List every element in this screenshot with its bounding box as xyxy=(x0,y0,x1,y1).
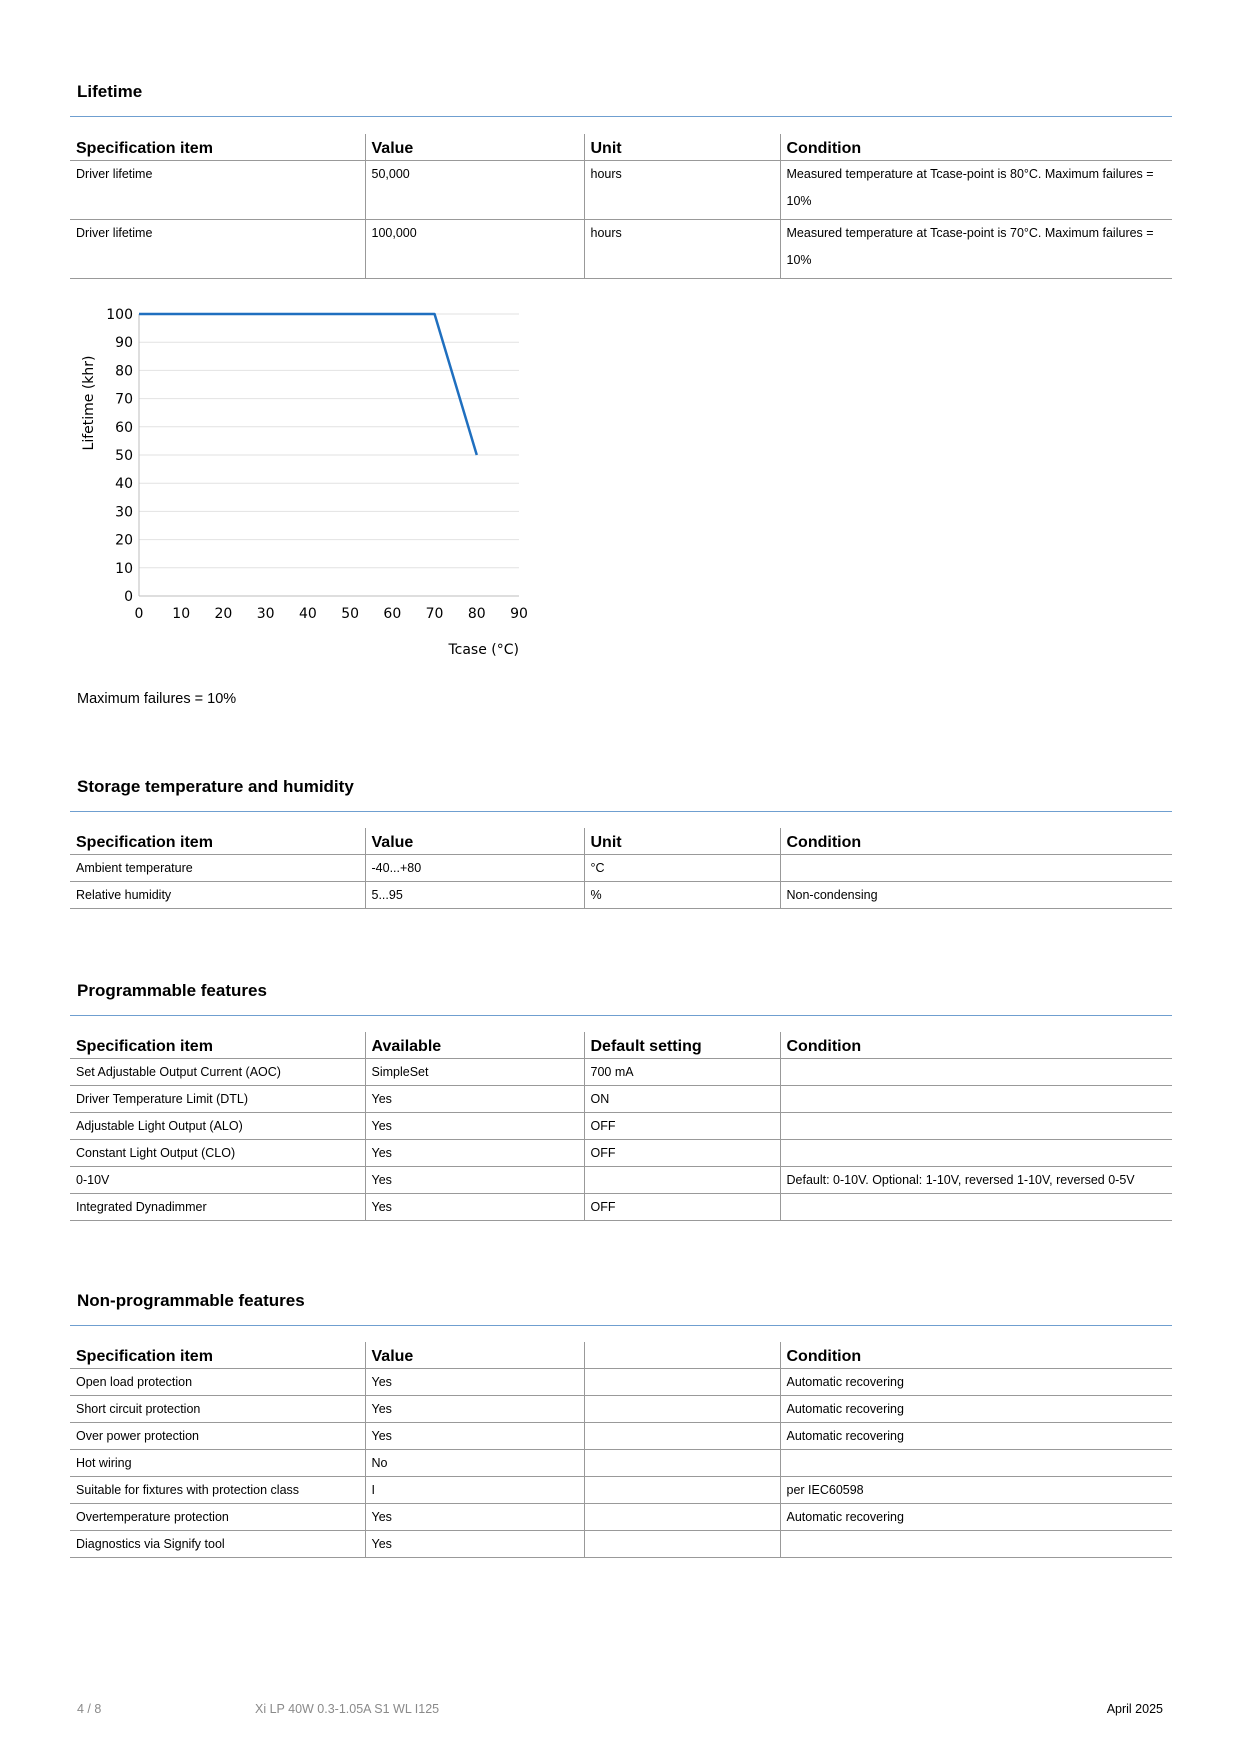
chart-grid xyxy=(139,314,519,568)
column-header: Condition xyxy=(780,828,1172,855)
table-header-row xyxy=(70,1342,1172,1369)
chart-labels xyxy=(81,307,528,658)
column-header: Unit xyxy=(584,134,780,161)
table-cell: °C xyxy=(584,855,780,882)
table-cell: 0-10V xyxy=(70,1167,365,1194)
column-header: Condition xyxy=(780,134,1172,161)
section-title: Storage temperature and humidity xyxy=(77,777,354,796)
table-row xyxy=(70,1140,1172,1167)
column-header: Condition xyxy=(780,1032,1172,1059)
chart-series xyxy=(139,314,477,455)
section-title: Programmable features xyxy=(77,981,267,1000)
table-cell: Automatic recovering xyxy=(780,1396,1172,1423)
table-cell: Hot wiring xyxy=(70,1450,365,1477)
table-header-row xyxy=(70,1032,1172,1059)
table-cell: Set Adjustable Output Current (AOC) xyxy=(70,1059,365,1086)
table-cell: Default: 0-10V. Optional: 1-10V, reversed 1-10V, reversed 0-5V xyxy=(780,1167,1172,1194)
table-cell xyxy=(780,1450,1172,1477)
table-cell: 5...95 xyxy=(365,882,584,909)
footer-page-number: 4 / 8 xyxy=(77,1702,102,1716)
section-divider xyxy=(70,116,1172,117)
table-row xyxy=(70,1450,1172,1477)
table-row xyxy=(70,1113,1172,1140)
column-header: Condition xyxy=(780,1342,1172,1369)
table-cell xyxy=(780,1140,1172,1167)
table-cell: Adjustable Light Output (ALO) xyxy=(70,1113,365,1140)
table-cell: Over power protection xyxy=(70,1423,365,1450)
table-cell xyxy=(584,1167,780,1194)
y-tick-label: 80 xyxy=(115,363,133,380)
table-cell: Yes xyxy=(365,1423,584,1450)
table-cell xyxy=(584,1450,780,1477)
table-cell: Driver Temperature Limit (DTL) xyxy=(70,1086,365,1113)
table-cell xyxy=(584,1423,780,1450)
table-cell: Yes xyxy=(365,1113,584,1140)
table-cell xyxy=(584,1396,780,1423)
section-divider xyxy=(70,1015,1172,1016)
table-row xyxy=(70,1396,1172,1423)
column-header: Value xyxy=(365,134,584,161)
y-tick-label: 30 xyxy=(115,504,133,521)
footer-date: April 2025 xyxy=(1106,1702,1163,1716)
lifetime-table xyxy=(70,134,1172,279)
y-tick-label: 10 xyxy=(115,560,133,577)
table-cell: Suitable for fixtures with protection class xyxy=(70,1477,365,1504)
table-cell xyxy=(780,1113,1172,1140)
y-axis-label: Lifetime (khr) xyxy=(81,355,97,451)
table-cell xyxy=(584,1369,780,1396)
table-cell xyxy=(780,1531,1172,1558)
table-row xyxy=(70,1167,1172,1194)
table-cell xyxy=(584,1504,780,1531)
y-tick-label: 50 xyxy=(115,448,133,464)
table-cell: Constant Light Output (CLO) xyxy=(70,1140,365,1167)
table-cell: Diagnostics via Signify tool xyxy=(70,1531,365,1558)
table-cell: % xyxy=(584,882,780,909)
table-cell: Integrated Dynadimmer xyxy=(70,1194,365,1221)
section-divider xyxy=(70,1325,1172,1326)
table-cell: Yes xyxy=(365,1369,584,1396)
nonprogrammable-table xyxy=(70,1342,1172,1558)
table-row xyxy=(70,1531,1172,1558)
footer-product-name: Xi LP 40W 0.3-1.05A S1 WL I125 xyxy=(255,1702,440,1716)
column-header: Default setting xyxy=(584,1032,780,1059)
x-axis-label: Tcase (°C) xyxy=(448,642,519,658)
section-title: Lifetime xyxy=(77,82,143,101)
table-cell: 700 mA xyxy=(584,1059,780,1086)
x-tick-label: 20 xyxy=(214,606,233,622)
table-cell: Driver lifetime xyxy=(70,220,365,279)
table-row xyxy=(70,1369,1172,1396)
x-tick-label: 90 xyxy=(510,606,528,622)
table-cell: OFF xyxy=(584,1140,780,1167)
table-cell: Automatic recovering xyxy=(780,1423,1172,1450)
table-cell: Measured temperature at Tcase-point is 80°C. Maximum failures = 10% xyxy=(780,161,1172,220)
table-cell: Yes xyxy=(365,1504,584,1531)
table-cell: OFF xyxy=(584,1194,780,1221)
table-cell: 100,000 xyxy=(365,220,584,279)
table-cell: Overtemperature protection xyxy=(70,1504,365,1531)
x-tick-label: 70 xyxy=(425,606,444,622)
table-cell xyxy=(584,1477,780,1504)
table-cell: Yes xyxy=(365,1531,584,1558)
x-tick-label: 60 xyxy=(383,606,402,622)
table-cell: -40...+80 xyxy=(365,855,584,882)
table-header-row xyxy=(70,134,1172,161)
table-cell: Automatic recovering xyxy=(780,1504,1172,1531)
x-tick-label: 40 xyxy=(298,606,317,622)
table-cell: ON xyxy=(584,1086,780,1113)
y-tick-label: 70 xyxy=(115,391,133,408)
x-tick-label: 0 xyxy=(134,606,144,622)
x-tick-label: 50 xyxy=(341,606,360,622)
table-cell: Driver lifetime xyxy=(70,161,365,220)
table-cell: 50,000 xyxy=(365,161,584,220)
table-header-row xyxy=(70,828,1172,855)
table-cell xyxy=(780,855,1172,882)
table-cell: per IEC60598 xyxy=(780,1477,1172,1504)
table-cell: SimpleSet xyxy=(365,1059,584,1086)
y-tick-label: 0 xyxy=(124,589,133,605)
column-header: Specification item xyxy=(70,1342,365,1369)
x-tick-label: 80 xyxy=(467,606,486,622)
table-cell: No xyxy=(365,1450,584,1477)
y-tick-label: 20 xyxy=(115,532,133,549)
table-cell: Non-condensing xyxy=(780,882,1172,909)
column-header: Unit xyxy=(584,828,780,855)
storage-table xyxy=(70,828,1172,909)
table-row xyxy=(70,161,1172,220)
table-cell xyxy=(584,1531,780,1558)
table-row xyxy=(70,1423,1172,1450)
y-tick-label: 40 xyxy=(115,476,133,493)
column-header: Available xyxy=(365,1032,584,1059)
table-row xyxy=(70,1086,1172,1113)
table-cell: I xyxy=(365,1477,584,1504)
lifetime-chart xyxy=(70,290,550,670)
y-tick-label: 90 xyxy=(115,335,133,352)
table-cell: Yes xyxy=(365,1194,584,1221)
series-line xyxy=(139,314,477,455)
table-cell: Yes xyxy=(365,1167,584,1194)
table-row xyxy=(70,1194,1172,1221)
column-header xyxy=(584,1342,780,1369)
table-row xyxy=(70,882,1172,909)
table-cell: hours xyxy=(584,220,780,279)
programmable-table xyxy=(70,1032,1172,1221)
x-tick-label: 30 xyxy=(256,606,275,622)
table-cell: Measured temperature at Tcase-point is 70°C. Maximum failures = 10% xyxy=(780,220,1172,279)
column-header: Specification item xyxy=(70,134,365,161)
column-header: Value xyxy=(365,1342,584,1369)
x-tick-label: 10 xyxy=(172,606,191,622)
table-row xyxy=(70,1477,1172,1504)
table-cell xyxy=(780,1194,1172,1221)
table-cell: Yes xyxy=(365,1086,584,1113)
table-cell: Open load protection xyxy=(70,1369,365,1396)
table-cell: Automatic recovering xyxy=(780,1369,1172,1396)
table-cell: OFF xyxy=(584,1113,780,1140)
table-cell: Yes xyxy=(365,1396,584,1423)
y-tick-label: 100 xyxy=(106,307,133,323)
y-tick-label: 60 xyxy=(115,419,133,436)
section-title: Non-programmable features xyxy=(77,1291,305,1310)
table-row xyxy=(70,1504,1172,1531)
column-header: Specification item xyxy=(70,828,365,855)
column-header: Specification item xyxy=(70,1032,365,1059)
table-cell: Ambient temperature xyxy=(70,855,365,882)
table-cell: Short circuit protection xyxy=(70,1396,365,1423)
max-failures-note: Maximum failures = 10% xyxy=(77,691,237,707)
table-row xyxy=(70,220,1172,279)
table-row xyxy=(70,855,1172,882)
table-cell: Yes xyxy=(365,1140,584,1167)
table-cell xyxy=(780,1086,1172,1113)
column-header: Value xyxy=(365,828,584,855)
table-cell: Relative humidity xyxy=(70,882,365,909)
section-divider xyxy=(70,811,1172,812)
table-row xyxy=(70,1059,1172,1086)
table-cell: hours xyxy=(584,161,780,220)
table-cell xyxy=(780,1059,1172,1086)
